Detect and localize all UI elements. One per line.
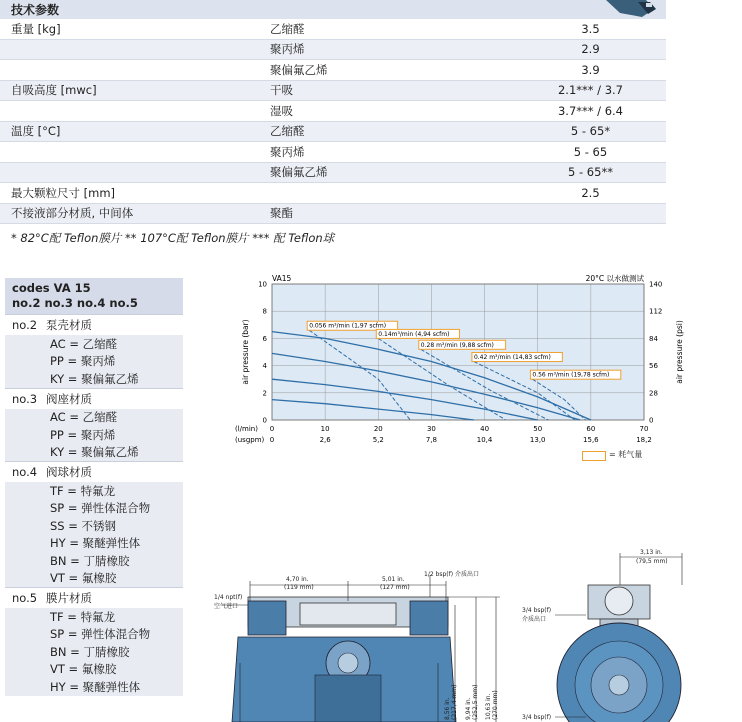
x-tick-label-usgpm: 2,6 xyxy=(319,436,331,444)
y-tick-label: 10 xyxy=(258,280,267,289)
codes-items xyxy=(5,608,183,696)
label-dim-a-mm: (119 mm) xyxy=(284,584,314,591)
spec-cell-value: 5 - 65* xyxy=(570,124,611,139)
spec-row xyxy=(0,122,666,143)
spec-cell-material: 聚丙烯 xyxy=(270,42,305,57)
codes-item: SP = 弹性体混合物 xyxy=(50,501,151,516)
air-consumption-label: 0.14m³/min (4,94 scfm) xyxy=(378,330,450,338)
spec-cell-value: 2.5 xyxy=(581,185,600,200)
x-tick-label-usgpm: 13,0 xyxy=(529,436,546,444)
label-air-in-cn: 空气进口 xyxy=(214,603,239,610)
codes-item: PP = 聚丙烯 xyxy=(50,354,116,369)
codes-item: BN = 丁腈橡胶 xyxy=(50,553,130,568)
codes-items xyxy=(5,335,183,388)
codes-section-no: no.5 xyxy=(12,591,38,605)
label-dim-v2-mm: (252,5 mm) xyxy=(472,684,479,720)
dimension-drawing xyxy=(200,545,742,722)
pump-front-view xyxy=(232,597,456,722)
codes-sections xyxy=(5,314,183,696)
spec-cell-label: 不接液部分材质, 中间体 xyxy=(11,206,134,221)
spec-cell-value: 2.1*** / 3.7 xyxy=(557,83,623,98)
chart-title: VA15 xyxy=(272,274,292,283)
spec-row xyxy=(0,19,666,40)
spec-cell-material: 乙缩醛 xyxy=(270,21,305,36)
spec-cell-value: 3.7*** / 6.4 xyxy=(557,103,623,118)
y-tick-label-right: 56 xyxy=(649,362,658,371)
x-tick-label: 50 xyxy=(533,425,543,433)
label-dim-v1: 8,56 in. xyxy=(444,697,451,720)
codes-item: AC = 乙缩醛 xyxy=(50,410,118,425)
spec-rows xyxy=(0,19,666,224)
x-tick-label-usgpm: 18,2 xyxy=(636,436,652,444)
label-dim-v3: 10,63 in. xyxy=(485,693,492,720)
label-dim-a: 4,70 in. xyxy=(286,576,309,583)
x-tick-label: 10 xyxy=(320,425,330,433)
codes-item: TF = 特氟龙 xyxy=(50,483,116,498)
codes-header xyxy=(5,278,183,314)
codes-item: SS = 不锈钢 xyxy=(50,518,117,533)
spec-row xyxy=(0,204,666,225)
spec-row xyxy=(0,163,666,184)
x-tick-label-usgpm: 10,4 xyxy=(476,436,493,444)
y-tick-label-right: 28 xyxy=(649,389,658,398)
label-dim-b: 5,01 in. xyxy=(382,576,405,583)
spec-cell-material: 聚偏氟乙烯 xyxy=(270,165,328,180)
codes-item: HY = 聚醚弹性体 xyxy=(50,679,141,694)
codes-subtitle: no.2 no.3 no.4 no.5 xyxy=(12,296,138,310)
codes-section-no: no.2 xyxy=(12,318,38,332)
x-axis-label-lmin: (l/min) xyxy=(235,425,258,433)
label-side-out-cn: 介质出口 xyxy=(522,616,547,623)
label-dim-v1-mm: (217,4 mm) xyxy=(451,684,458,720)
spec-cell-material: 聚酯 xyxy=(270,206,293,221)
spec-cell-material: 聚丙烯 xyxy=(270,144,305,159)
spec-row xyxy=(0,40,666,61)
y-axis-label-right: air pressure (psi) xyxy=(675,320,684,384)
spec-footnote: * 82°C配 Teflon膜片 ** 107°C配 Teflon膜片 *** 配 Teflon球 xyxy=(11,231,335,245)
y-tick-label: 8 xyxy=(262,307,267,316)
spec-row xyxy=(0,60,666,81)
codes-item: VT = 氟橡胶 xyxy=(50,571,117,586)
codes-title: codes VA 15 xyxy=(12,281,91,295)
codes-item: KY = 聚偏氟乙烯 xyxy=(50,371,139,386)
air-consumption-label: 0.56 m³/min (19,78 scfm) xyxy=(532,371,610,379)
spec-cell-label: 重量 [kg] xyxy=(11,21,61,36)
codes-section-name: 阀座材质 xyxy=(46,391,92,406)
codes-table xyxy=(5,278,183,696)
codes-section-header xyxy=(5,388,183,409)
label-outlet: 1/2 bsp(f) 介质出口 xyxy=(424,571,480,578)
x-tick-label-usgpm: 0 xyxy=(269,436,275,444)
label-dim-c: 3,13 in. xyxy=(640,549,663,556)
y-tick-label-right: 84 xyxy=(649,334,658,343)
spec-cell-label: 最大颗粒尺寸 [mm] xyxy=(11,185,116,200)
y-tick-label-right: 0 xyxy=(649,416,654,425)
codes-item: TF = 特氟龙 xyxy=(50,609,116,624)
label-dim-b-mm: (127 mm) xyxy=(380,584,410,591)
y-tick-label-right: 112 xyxy=(649,307,663,316)
y-tick-label-right: 140 xyxy=(649,280,663,289)
spec-cell-material: 聚偏氟乙烯 xyxy=(270,62,328,77)
air-consumption-legend-swatch xyxy=(582,451,606,461)
plot-area xyxy=(272,284,644,420)
codes-item: AC = 乙缩醛 xyxy=(50,336,118,351)
x-tick-label: 20 xyxy=(373,425,383,433)
codes-items xyxy=(5,409,183,462)
chart-subtitle: 20°C 以水做测试 xyxy=(585,274,644,283)
pump-side-view xyxy=(555,585,681,722)
y-tick-label: 4 xyxy=(262,362,267,371)
x-tick-label-usgpm: 5,2 xyxy=(372,436,384,444)
codes-section-name: 泵壳材质 xyxy=(46,318,92,332)
x-tick-label: 30 xyxy=(426,425,436,433)
codes-item: VT = 氟橡胶 xyxy=(50,662,117,677)
spec-cell-material: 乙缩醛 xyxy=(270,124,305,139)
spec-cell-label: 自吸高度 [mwc] xyxy=(11,83,97,98)
spec-cell-material: 干吸 xyxy=(270,83,293,98)
x-tick-label: 70 xyxy=(639,425,649,433)
codes-section-no: no.3 xyxy=(12,391,38,406)
x-tick-label: 0 xyxy=(269,425,275,433)
spec-row xyxy=(0,101,666,122)
label-dim-v2: 9,94 in. xyxy=(465,697,472,720)
codes-item: BN = 丁腈橡胶 xyxy=(50,644,130,659)
spec-cell-value: 5 - 65** xyxy=(568,165,613,180)
x-tick-label: 60 xyxy=(586,425,596,433)
spec-cell-value: 3.9 xyxy=(581,62,600,77)
spec-cell-material: 湿吸 xyxy=(270,103,293,118)
codes-section-header xyxy=(5,461,183,482)
air-consumption-label: 0.056 m³/min (1,97 scfm) xyxy=(309,322,387,330)
label-air-in: 1/4 npt(f) xyxy=(214,594,243,601)
spec-table xyxy=(0,0,666,224)
label-dim-v3-mm: (270 mm) xyxy=(492,690,499,720)
codes-section-header xyxy=(5,314,183,335)
pump-dimension-drawing xyxy=(200,545,742,722)
y-axis-label: air pressure (bar) xyxy=(241,319,250,385)
spec-cell-value: 3.5 xyxy=(581,21,600,36)
spec-row xyxy=(0,81,666,102)
y-tick-label: 6 xyxy=(262,334,267,343)
codes-section-header xyxy=(5,587,183,608)
codes-section-name: 阀球材质 xyxy=(46,465,92,479)
x-tick-label: 40 xyxy=(480,425,490,433)
performance-chart-svg xyxy=(230,270,700,470)
y-tick-label: 2 xyxy=(262,389,267,398)
label-side-out: 3/4 bsp(f) xyxy=(522,607,552,614)
x-tick-label-usgpm: 15,6 xyxy=(583,436,599,444)
codes-item: PP = 聚丙烯 xyxy=(50,427,116,442)
x-tick-label-usgpm: 7,8 xyxy=(425,436,437,444)
pump-thumbnail-icon xyxy=(576,0,666,19)
air-consumption-label: 0.28 m³/min (9,88 scfm) xyxy=(420,341,494,349)
spec-cell-value: 5 - 65 xyxy=(573,144,608,159)
label-dim-c-mm: (79,5 mm) xyxy=(636,558,668,565)
performance-chart xyxy=(230,270,700,470)
spec-cell-value: 2.9 xyxy=(581,42,600,57)
air-consumption-label: 0.42 m³/min (14,83 scfm) xyxy=(473,354,551,362)
codes-section-name: 膜片材质 xyxy=(46,591,92,605)
codes-item: HY = 聚醚弹性体 xyxy=(50,536,141,551)
spec-row xyxy=(0,142,666,163)
codes-section-no: no.4 xyxy=(12,465,38,479)
x-axis-label-usgpm: (usgpm) xyxy=(235,436,265,444)
spec-row xyxy=(0,183,666,204)
codes-item: SP = 弹性体混合物 xyxy=(50,627,151,642)
spec-title: 技术参数 xyxy=(0,0,666,19)
label-side-in: 3/4 bsp(f) xyxy=(522,714,552,721)
y-tick-label: 0 xyxy=(262,416,267,425)
codes-items xyxy=(5,482,183,587)
spec-cell-label: 温度 [°C] xyxy=(11,124,61,139)
codes-item: KY = 聚偏氟乙烯 xyxy=(50,445,139,460)
air-consumption-legend-label: = 耗气量 xyxy=(609,450,643,459)
